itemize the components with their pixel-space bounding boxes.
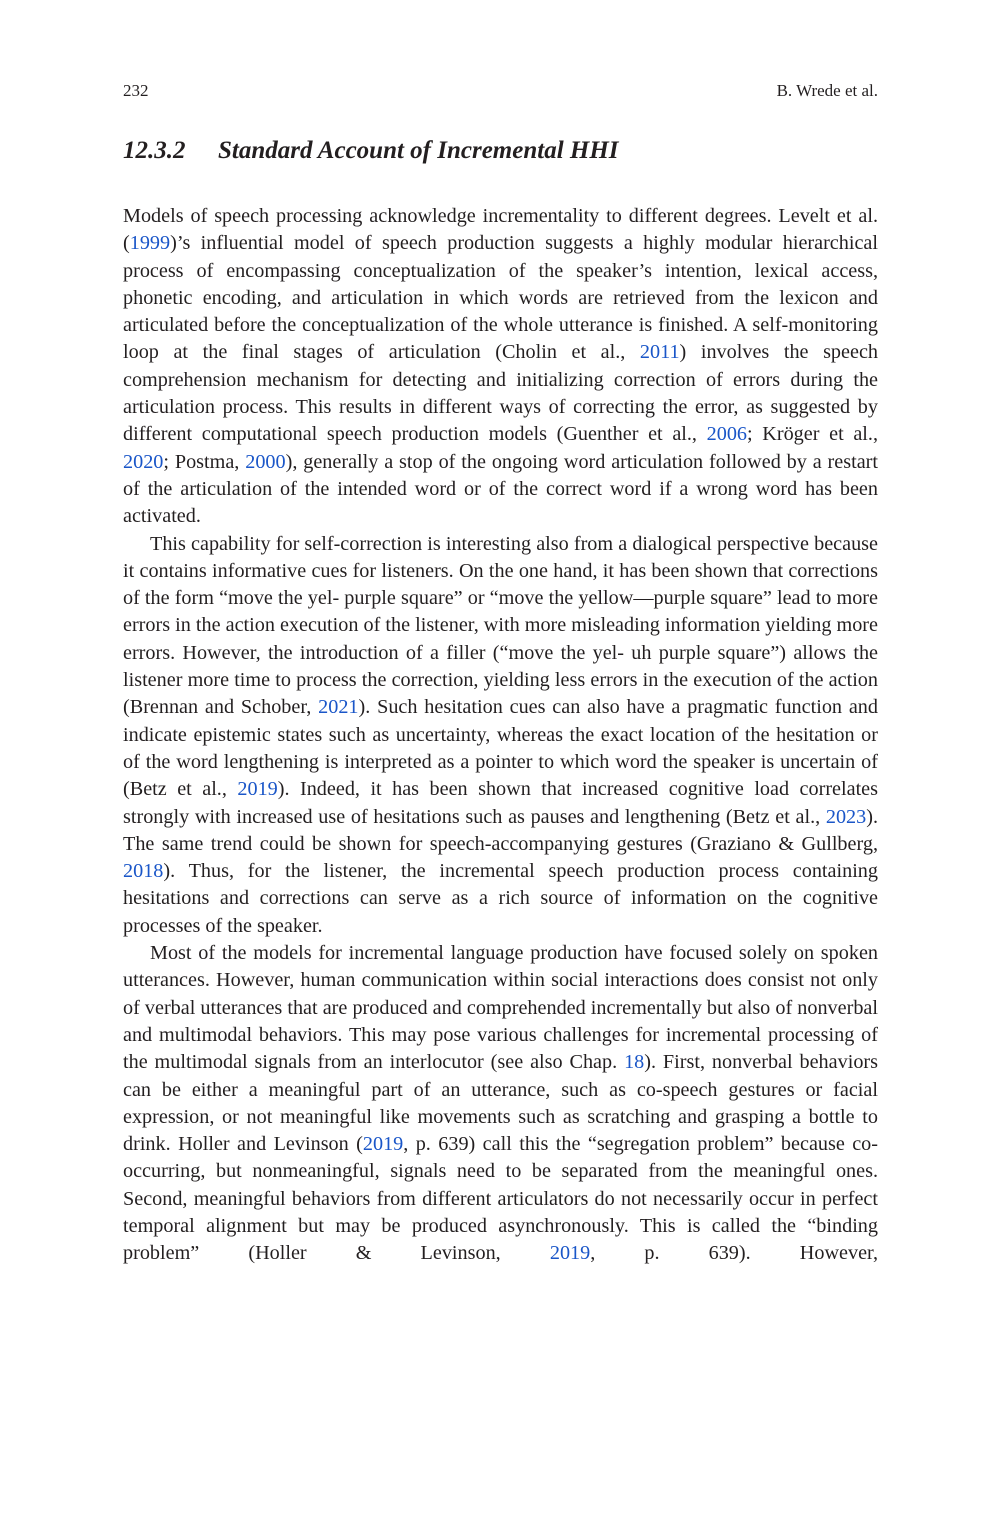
- text-run: ). Thus, for the listener, the incremental speech production process containing hesitations and corrections can serve as a rich source of information on the cognitive processes of the speaker.: [123, 860, 878, 937]
- text-run: ). The same trend could be shown for speech-accompanying gestures (Graziano & Gullberg,: [123, 805, 878, 855]
- citation-link[interactable]: 2018: [123, 860, 164, 883]
- text-run: , p. 639). However,: [590, 1242, 878, 1265]
- running-head: [123, 79, 878, 103]
- citation-link[interactable]: 2020: [123, 450, 164, 473]
- paragraph: [123, 940, 878, 1268]
- section-number: 12.3.2: [123, 137, 186, 164]
- text-run: Most of the models for incremental language production have focused solely on spoken utterances. However, human communication within social interactions does consist not only of verbal utterances that are produced and comprehended incrementally but also of nonverbal and multimodal behaviors. This may pose various challenges for incremental processing of the multimodal signals from an interlocutor (see also Chap.: [123, 942, 878, 1074]
- citation-link[interactable]: 2023: [825, 805, 867, 828]
- page-number: 232: [123, 81, 149, 100]
- text-run: ). Indeed, it has been shown that increased cognitive load correlates strongly with increased use of hesitations such as pauses and lengthening (Betz et al.,: [123, 778, 878, 828]
- paragraph: [123, 203, 878, 531]
- citation-link[interactable]: 2019: [549, 1242, 591, 1265]
- text-run: ). Such hesitation cues can also have a pragmatic function and indicate epistemic states such as uncertainty, whereas the exact location of the hesitation or of the word lengthening is interpreted as a pointer to which word the speaker is uncertain of (Betz et al.,: [123, 696, 878, 801]
- text-run: Models of speech processing acknowledge incrementality to different degrees. Levelt et al. (: [123, 205, 878, 255]
- citation-link[interactable]: 18: [624, 1051, 645, 1074]
- text-run: ). First, nonverbal behaviors can be either a meaningful part of an utterance, such as co-speech gestures or facial expression, or not meaningful like movements such as scratching and grasping a bottle to drink. Holler and Levinson (: [123, 1051, 878, 1156]
- citation-link[interactable]: 2011: [639, 341, 680, 364]
- text-run: This capability for self-correction is interesting also from a dialogical perspective because it contains informative cues for listeners. On the one hand, it has been shown that corrections of the form “move the yel- purple square” or “move the yellow—purple square” lead to more errors in the action execution of the listener, with more misleading information yielding more errors. However, the introduction of a filler (“move the yel- uh purple square”) allows the listener more time to process the correction, yielding less errors in the execution of the action (Brennan and Schober,: [123, 532, 878, 719]
- text-run: , p. 639) call this the “segregation problem” because co-occurring, but nonmeaningful, signals need to be separated from the meaningful ones. Second, meaningful behaviors from different articulators do not necessarily occur in perfect temporal alignment but may be produced asynchronously. This is called the “binding problem” (Holler & Levinson,: [123, 1133, 878, 1265]
- citation-link[interactable]: 2000: [245, 450, 286, 473]
- running-author: B. Wrede et al.: [776, 81, 878, 100]
- section-heading: [123, 135, 878, 167]
- citation-link[interactable]: 1999: [129, 232, 171, 255]
- section-title: Standard Account of Incremental HHI: [218, 137, 619, 164]
- citation-link[interactable]: 2019: [362, 1133, 404, 1156]
- body-text: [123, 203, 878, 1268]
- text-run: ; Kröger et al.,: [747, 423, 878, 446]
- citation-link[interactable]: 2006: [706, 423, 748, 446]
- text-run: ) involves the speech comprehension mechanism for detecting and initializing correction of errors during the articulation process. This results in different ways of correcting the error, as suggested by different computational speech production models (Guenther et al.,: [123, 341, 878, 446]
- citation-link[interactable]: 2019: [237, 778, 278, 801]
- paragraph: [123, 531, 878, 940]
- citation-link[interactable]: 2021: [318, 696, 359, 719]
- text-run: ; Postma,: [163, 450, 246, 473]
- text-run: ), generally a stop of the ongoing word articulation followed by a restart of the articulation of the intended word or of the correct word if a wrong word has been activated.: [123, 450, 878, 528]
- text-run: )’s influential model of speech production suggests a highly modular hierarchical process of encompassing conceptualization of the speaker’s intention, lexical access, phonetic encoding, and articulation in which words are retrieved from the lexicon and articulated before the conceptualization of the whole utterance is finished. A self-monitoring loop at the final stages of articulation (Cholin et al.,: [123, 232, 878, 364]
